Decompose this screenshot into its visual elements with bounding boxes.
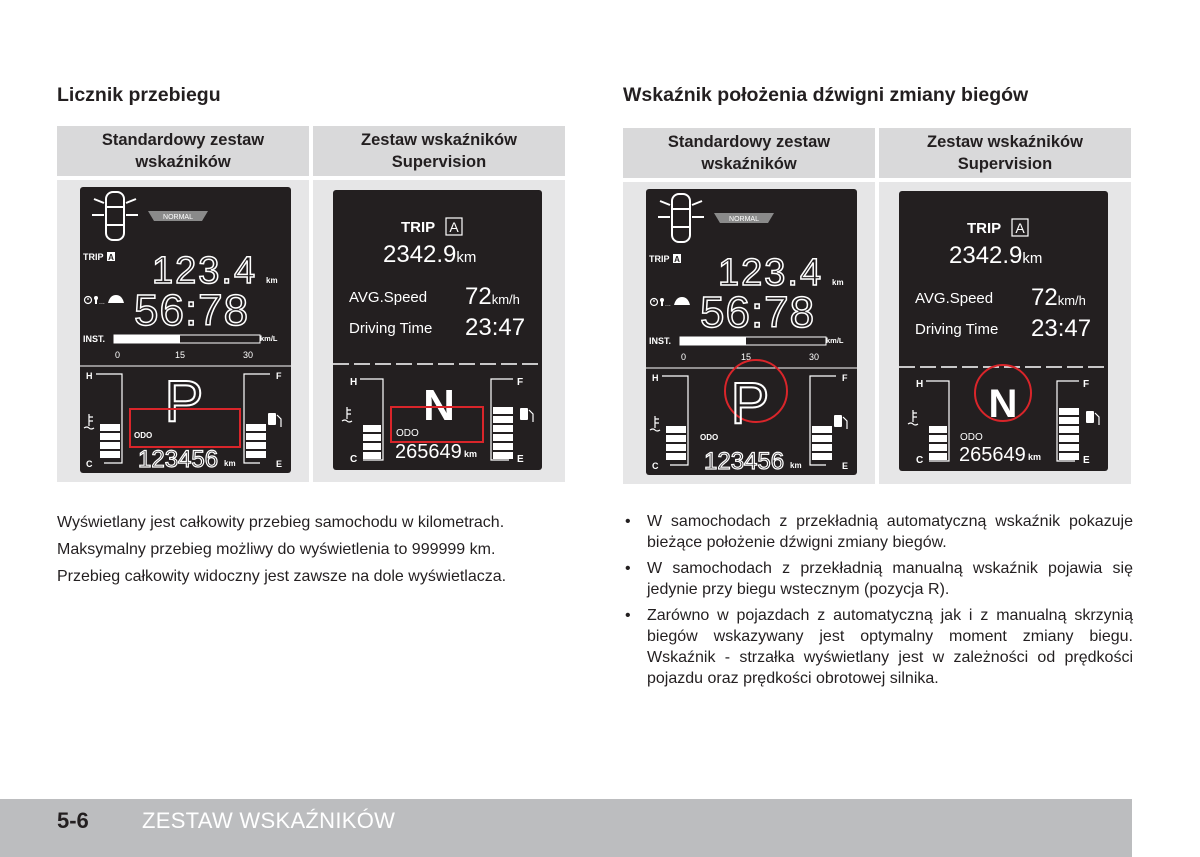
car-icon (674, 297, 690, 305)
inst-economy-bar (680, 337, 746, 345)
fuel-empty-label: E (276, 459, 283, 469)
inst-tick-0: 0 (115, 350, 121, 360)
sv-temp-cold-label: C (350, 454, 358, 465)
trip-value: 123.4 (152, 250, 258, 292)
fuel-empty-label: E (842, 461, 849, 471)
inst-economy-bar (114, 335, 180, 343)
drive-mode-label: NORMAL (729, 216, 759, 223)
svg-text:72km/h (465, 283, 520, 310)
chapter-title: ZESTAW WSKAŹNIKÓW (142, 808, 396, 833)
inst-tick-30: 30 (242, 350, 254, 360)
sv-odo-unit: km (1028, 452, 1042, 462)
sv-trip-unit: km (1022, 250, 1043, 267)
paragraph-line: Maksymalny przebieg możliwy do wyświetlenia to 999999 km. (57, 541, 496, 558)
page-footer (0, 799, 1132, 857)
sv-trip-letter: A (449, 219, 459, 235)
svg-text:2342.9km (383, 241, 476, 268)
inst-tick-30: 30 (808, 352, 820, 362)
gear-indicator-comparison-table (623, 128, 1131, 484)
header-supervision-cluster: Zestaw wskaźników Supervision (361, 131, 517, 171)
odometer-comparison-table (57, 126, 565, 482)
sv-odo-unit: km (464, 449, 478, 459)
sv-driving-time-label: Driving Time (915, 321, 999, 338)
sv-avg-speed-unit: km/h (1057, 293, 1086, 308)
supervision-cluster-display-2 (899, 191, 1108, 471)
svg-text:...: ... (665, 301, 671, 308)
standard-cluster-display-2 (646, 189, 857, 475)
coolant-temp-icon (84, 414, 94, 429)
drive-mode-label: NORMAL (163, 214, 193, 221)
gear-indicator: P (730, 371, 770, 436)
paragraph-line: Przebieg całkowity widoczny jest zawsze na dole wyświetlacza. (57, 568, 507, 585)
supervision-cluster-display (333, 190, 542, 470)
svg-text:2342.9km (949, 242, 1042, 269)
sv-temp-hot-label: H (350, 377, 358, 388)
sv-fuel-pump-icon (1086, 411, 1099, 425)
section-title-odometer: Licznik przebiegu (57, 84, 221, 106)
list-item: • W samochodach z przekładnią automatyczną wskaźnik pokazuje bieżące położenie dźwigni zmiany biegów. (623, 511, 1133, 553)
sv-temp-hot-label: H (916, 379, 924, 390)
gear-indicator: P (164, 369, 204, 434)
list-item: • Zarówno w pojazdach z automatyczną jak i z manualną skrzynią biegów wskazywany jest optymalny moment zmiany biegu. Wskaźnik - strzałka wyświetlany jest w zależności od prędkości pojazdu oraz prędkości obrotowej silnika. (623, 605, 1133, 689)
section-title-gear-indicator: Wskaźnik położenia dźwigni zmiany biegów (623, 84, 1029, 106)
inst-tick-15: 15 (740, 352, 752, 362)
header-standard-cluster: Standardowy zestaw wskaźników (667, 133, 831, 173)
fuel-full-label: F (276, 371, 282, 381)
temp-cold-label: C (652, 461, 659, 471)
temp-cold-label: C (86, 459, 93, 469)
temp-hot-label: H (652, 373, 659, 383)
coolant-temp-icon (650, 416, 660, 431)
clock-icon (651, 299, 658, 306)
inst-label: INST. (83, 334, 106, 344)
car-icon (108, 295, 124, 303)
car-door-icon (658, 194, 704, 242)
trip-letter: A (674, 255, 680, 264)
odo-value: 123456 (138, 446, 219, 473)
odo-value: 123456 (704, 448, 785, 475)
header-supervision-cluster: Zestaw wskaźników Supervision (927, 133, 1083, 173)
inst-unit: km/L (260, 334, 278, 343)
sv-avg-speed-value: 72 (1031, 284, 1058, 311)
standard-cluster-display (80, 187, 291, 473)
fuel-full-label: F (842, 373, 848, 383)
trip-label: TRIP (649, 254, 670, 264)
fuel-pump-icon (834, 415, 847, 429)
sv-trip-letter: A (1015, 220, 1025, 236)
trip-unit: km (832, 278, 844, 287)
sv-gear-indicator: N (988, 382, 1018, 426)
sv-avg-speed-value: 72 (465, 283, 492, 310)
sv-temp-cold-label: C (916, 455, 924, 466)
sv-trip-label: TRIP (401, 219, 436, 236)
sv-fuel-full-label: F (1083, 379, 1090, 390)
sv-avg-speed-label: AVG.Speed (915, 290, 994, 307)
svg-text:...: ... (99, 299, 105, 306)
trip-value: 123.4 (718, 252, 824, 294)
sv-odo-label: ODO (960, 432, 983, 443)
fuel-pump-icon (268, 413, 281, 427)
sv-trip-value: 2342.9 (949, 242, 1023, 269)
sv-fuel-empty-label: E (517, 454, 524, 465)
sv-trip-label: TRIP (967, 220, 1002, 237)
inst-label: INST. (649, 336, 672, 346)
trip-unit: km (266, 276, 278, 285)
temp-hot-label: H (86, 371, 93, 381)
gear-indicator-bullet-list (623, 511, 1133, 694)
time-value: 56:78 (134, 286, 250, 335)
sv-coolant-temp-icon (908, 410, 918, 425)
sv-driving-time-value: 23:47 (1031, 315, 1092, 342)
inst-tick-0: 0 (681, 352, 687, 362)
sv-coolant-temp-icon (342, 407, 352, 422)
sv-fuel-full-label: F (517, 377, 524, 388)
paragraph-line: Wyświetlany jest całkowity przebieg samochodu w kilometrach. (57, 514, 505, 531)
sv-trip-value: 2342.9 (383, 241, 457, 268)
inst-unit: km/L (826, 336, 844, 345)
sv-fuel-pump-icon (520, 408, 533, 422)
time-value: 56:78 (700, 288, 816, 337)
header-standard-cluster: Standardowy zestaw wskaźników (101, 131, 265, 171)
odo-unit: km (790, 461, 802, 470)
sv-avg-speed-unit: km/h (491, 292, 520, 307)
sv-driving-time-value: 23:47 (465, 314, 526, 341)
sv-driving-time-label: Driving Time (349, 320, 433, 337)
sv-gear-indicator: N (423, 381, 455, 430)
sv-odo-value: 265649 (959, 444, 1026, 466)
car-door-icon (92, 192, 138, 240)
trip-letter: A (108, 253, 114, 262)
odo-label: ODO (700, 433, 719, 442)
odo-label: ODO (134, 431, 153, 440)
svg-text:72km/h (1031, 284, 1086, 311)
trip-label: TRIP (83, 252, 104, 262)
odo-unit: km (224, 459, 236, 468)
sv-fuel-empty-label: E (1083, 455, 1090, 466)
clock-icon (85, 297, 92, 304)
sv-avg-speed-label: AVG.Speed (349, 289, 428, 306)
inst-tick-15: 15 (174, 350, 186, 360)
sv-trip-unit: km (456, 249, 477, 266)
page-number: 5-6 (57, 808, 89, 833)
sv-odo-value: 265649 (395, 441, 462, 463)
odometer-description (57, 509, 506, 590)
sv-odo-label: ODO (396, 428, 419, 439)
list-item: • W samochodach z przekładnią manualną wskaźnik pojawia się jedynie przy biegu wstecznym (pozycja R). (623, 558, 1133, 600)
